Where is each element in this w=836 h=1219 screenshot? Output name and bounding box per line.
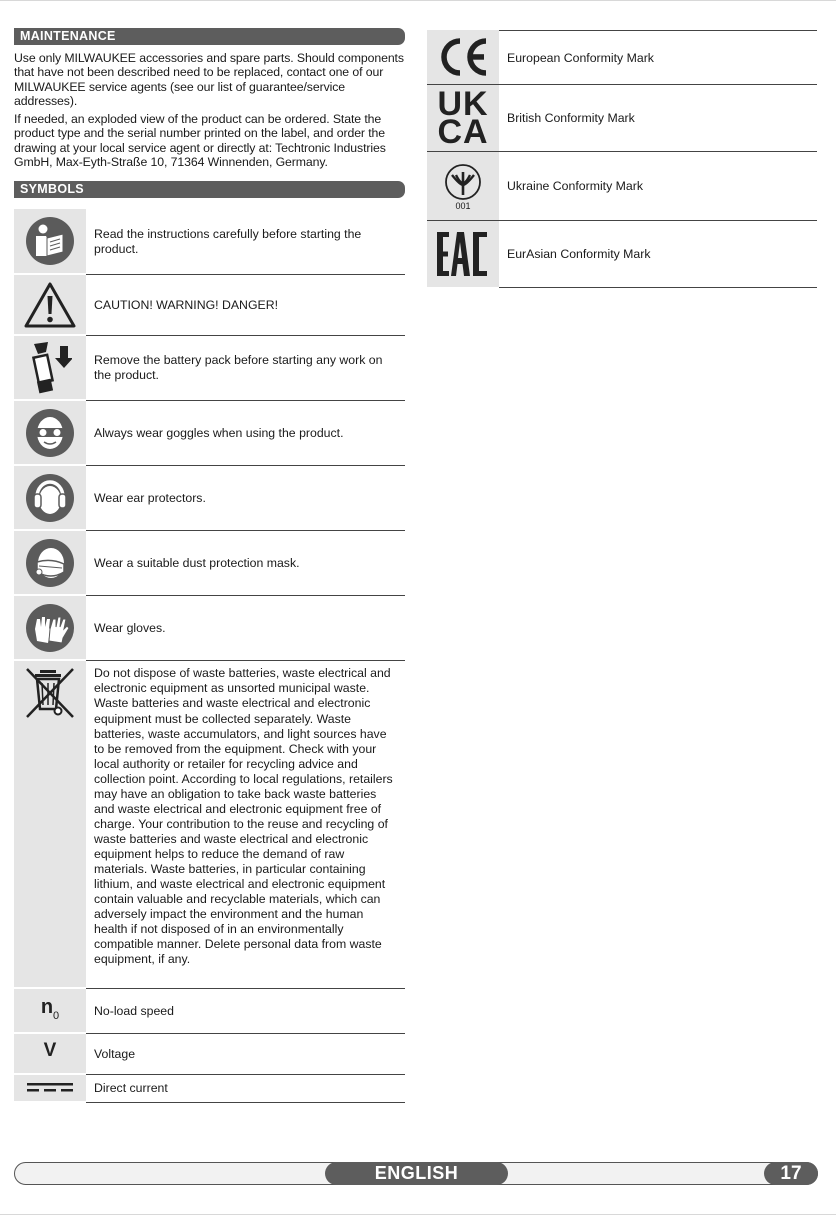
footer-language: ENGLISH	[325, 1162, 508, 1185]
left-column	[14, 28, 405, 1103]
warning-triangle-icon	[14, 275, 86, 336]
gloves-icon	[14, 596, 86, 661]
voltage-icon	[14, 1034, 86, 1075]
page-top-rule	[0, 0, 836, 1]
voltage-symbol: V	[43, 1039, 57, 1061]
mark-row	[427, 151, 817, 220]
symbol-row	[14, 1075, 405, 1103]
symbol-row	[14, 1034, 405, 1075]
ukca-top-text: UK	[437, 85, 489, 123]
mark-description: EurAsian Conformity Mark	[507, 247, 651, 261]
right-column	[427, 30, 817, 288]
mark-row	[427, 220, 817, 287]
eac-mark-icon	[427, 221, 499, 287]
symbol-row	[14, 336, 405, 401]
symbol-description: Do not dispose of waste batteries, waste electrical and electronic equipment as unsorted municipal waste. Waste batteries and waste electrical and electronic equipment must be collected separately. Waste batteries, waste accumulators, and light sources have to be removed from the equipment. Check with your local authority or retailer for recycling advice and collection point. According to local regulations, retailers may have an obligation to take back waste batteries and waste electrical and electronic equipment free of charge. Your contribution to the reuse and recycling of waste batteries and waste electrical and electronic equipment helps to reduce the demand of raw materials. Waste batteries, in particular containing lithium, and waste electrical and electronic equipment contain valuable and recyclable materials, which can adversely impact the environment and the human health if not disposed of in an environmentally compatible manner. Delete personal data from waste equipment, if any.	[86, 661, 405, 989]
symbols-heading: SYMBOLS	[14, 181, 405, 198]
maintenance-paragraph-2: If needed, an exploded view of the product can be ordered. State the product type and the serial number printed on the label, and order the drawing at your local service agent or directly at: Techtronic Industries GmbH, Max-Eyth-Straße 10, 71364 Winnenden, Germany.	[14, 112, 386, 170]
symbol-row	[14, 209, 405, 275]
symbol-row	[14, 531, 405, 596]
crossed-bin-icon	[14, 661, 86, 989]
symbol-description: Always wear goggles when using the product.	[86, 401, 405, 466]
symbol-row	[14, 989, 405, 1034]
ukca-mark-icon	[427, 85, 499, 151]
symbol-row	[14, 596, 405, 661]
symbol-description: Remove the battery pack before starting any work on the product.	[86, 336, 405, 401]
direct-current-icon	[14, 1075, 86, 1103]
maintenance-heading: MAINTENANCE	[14, 28, 405, 45]
symbol-row	[14, 466, 405, 531]
maintenance-paragraph-1: Use only MILWAUKEE accessories and spare parts. Should components that have not been described need to be replaced, contact one of our MILWAUKEE service agents (see our list of guarantee/service addresses).	[14, 51, 404, 108]
ukca-bottom-text: CA	[437, 113, 489, 151]
dust-mask-icon	[14, 531, 86, 596]
page-number: 17	[764, 1162, 818, 1185]
marks-bottom-rule	[499, 287, 817, 288]
ear-protector-icon	[14, 466, 86, 531]
symbol-description: CAUTION! WARNING! DANGER!	[86, 275, 405, 336]
symbol-description: No-load speed	[86, 989, 405, 1034]
symbol-row	[14, 401, 405, 466]
page-bottom-rule	[0, 1214, 836, 1215]
symbol-row	[14, 275, 405, 336]
remove-battery-icon	[14, 336, 86, 401]
ce-mark-icon	[427, 30, 499, 84]
symbol-row	[14, 661, 405, 989]
no-load-speed-icon	[14, 989, 86, 1034]
symbol-description: Direct current	[86, 1075, 405, 1103]
symbol-description: Wear gloves.	[86, 596, 405, 661]
symbol-description: Wear a suitable dust protection mask.	[86, 531, 405, 596]
mark-description: British Conformity Mark	[507, 111, 635, 125]
mark-row	[427, 30, 817, 84]
page-footer	[14, 1162, 818, 1185]
read-manual-icon	[14, 209, 86, 275]
symbols-table	[14, 209, 405, 1103]
ukraine-mark-number: 001	[455, 200, 471, 211]
ukraine-mark-icon	[427, 152, 499, 220]
mark-row	[427, 84, 817, 151]
mark-description: European Conformity Mark	[499, 30, 817, 84]
symbol-description: Wear ear protectors.	[86, 466, 405, 531]
mark-description: Ukraine Conformity Mark	[507, 179, 643, 193]
no-load-speed-subscript: 0	[53, 1009, 60, 1022]
goggles-icon	[14, 401, 86, 466]
symbol-description: Voltage	[86, 1034, 405, 1075]
no-load-speed-symbol: n	[40, 996, 54, 1019]
symbol-description: Read the instructions carefully before starting the product.	[86, 209, 405, 275]
